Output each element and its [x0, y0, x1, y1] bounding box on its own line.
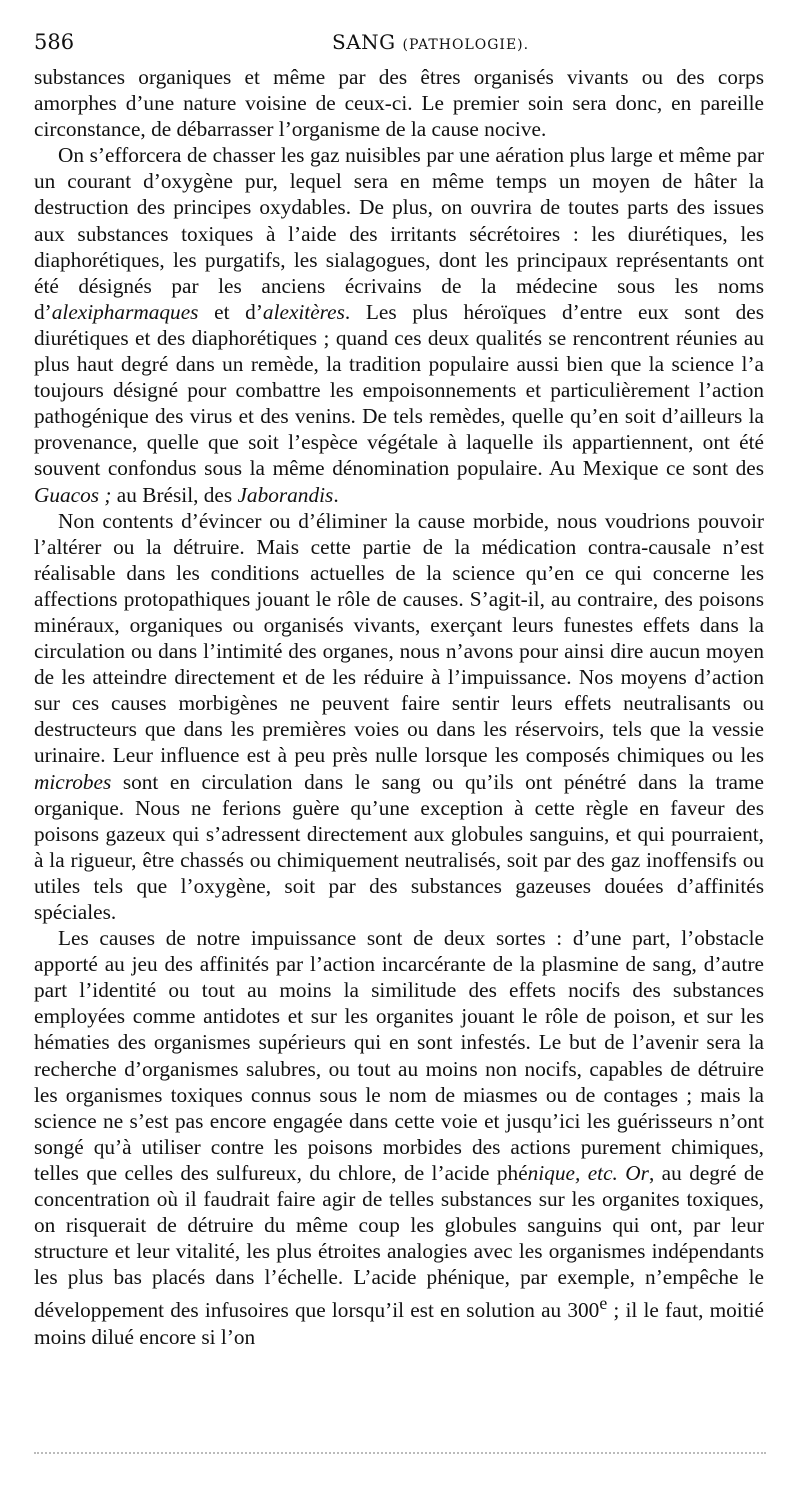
- paragraph-3: [34, 508, 764, 926]
- running-title-sub: (PATHOLOGIE).: [402, 37, 530, 53]
- text-segment: alexitères: [262, 299, 345, 324]
- footer-rule: [34, 1452, 766, 1454]
- page-header: [34, 30, 766, 58]
- text-segment: Jaborandis: [237, 482, 334, 507]
- page-number: 586: [34, 30, 75, 54]
- text-segment: e: [599, 1293, 608, 1314]
- text-segment: et d’: [198, 299, 263, 324]
- text-segment: sont en circulation dans le sang ou qu’ils ont pénétré dans la trame organique. Nous ne ferions guère qu’une exception à cette règle en faveur des poisons gazeux qui s’adressent directement aux globules sanguins, et qui pourraient, à la rigueur, être chassés ou chimiquement neutralisés, soit par des gaz inoffensifs ou utiles tels que l’oxygène, soit par des substances gazeuses douées d’affinités spéciales.: [34, 769, 764, 924]
- text-segment: Les causes de notre impuissance sont de deux sortes : d’une part, l’obstacle apporté au jeu des affinités par l’action incarcérante de la plasmine de sang, d’autre part l’identité ou tout au moins la similitude des effets nocifs des substances employées comme antidotes et sur les organites jouant le rôle de poison, et sur les hématies des organismes supérieurs qui en sont infestés. Le but de l’avenir sera la recherche d’organismes salubres, ou tout au moins non nocifs, capables de détruire les organismes toxiques connus sous le nom de miasmes ou de contages ; mais la science ne s’est pas encore engagée dans cette voie et jusqu’ici les guérisseurs n’ont songé qu’à utiliser contre les poisons morbides des actions purement chimiques, telles que celles des sulfureux, du chlore, de l’acide phé: [34, 926, 764, 1185]
- paragraph-4: [34, 925, 764, 1350]
- text-segment: alexipharmaques: [51, 299, 199, 324]
- paragraph-2: [34, 142, 764, 507]
- text-segment: , au degré de concentration où il faudrait faire agir de telles substances sur les organites toxiques, on risquerait de détruire du même coup les globules sanguins qui ont, par leur structure et leur vitalité, les plus étroites analogies avec les organismes indépendants les plus bas placés dans l’échelle. L’acide phénique, par exemple, n’empêche le développement des infusoires que lorsqu’il est en solution au 300: [34, 1160, 764, 1323]
- text-segment: Non contents d’évincer ou d’éliminer la cause morbide, nous voudrions pouvoir l’altérer ou la détruire. Mais cette partie de la médication contra-causale n’est réalisable dans les conditions actuelles de la science qu’en ce qui concerne les affections protopathiques jouant le rôle de causes. S’agit-il, au contraire, des poisons minéraux, organiques ou organisés vivants, exerçant leurs funestes effets dans la circulation ou dans l’intimité des organes, nous n’avons pour ainsi dire aucun moyen de les atteindre directement et de les réduire à l’impuissance. Nos moyens d’action sur ces causes morbigènes ne peuvent faire sentir leurs effets neutralisants ou destructeurs que dans les premières voies ou dans les réservoirs, tels que la vessie urinaire. Leur influence est à peu près nulle lorsque les composés chimiques ou les: [34, 508, 764, 768]
- text-segment: On s’efforcera de chasser les gaz nuisibles par une aération plus large et même par un courant d’oxygène pur, lequel sera en même temps un moyen de hâter la destruction des principes oxydables. De plus, on ouvrira de toutes parts des issues aux substances toxiques à l’aide des irritants sécrétoires : les diurétiques, les diaphorétiques, les purgatifs, les sialagogues, dont les principaux représentants ont été désignés par les anciens écrivains de la médecine sous les noms d’: [34, 143, 764, 324]
- text-segment: .: [333, 482, 339, 507]
- running-title: [332, 30, 529, 54]
- text-segment: nique, etc. Or: [527, 1160, 649, 1185]
- paragraph-1: [34, 64, 764, 142]
- running-title-main: SANG: [332, 30, 396, 54]
- text-segment: ; il le faut, moitié moins dilué encore si l’on: [34, 1298, 764, 1349]
- text-segment: substances organiques et même par des êtres organisés vivants ou des corps amorphes d’une nature voisine de ceux-ci. Le premier soin sera donc, en pareille circonstance, de débarrasser l’organisme de la cause nocive.: [34, 65, 764, 142]
- text-segment: microbes: [34, 769, 112, 794]
- text-segment: au Brésil, des: [111, 482, 238, 507]
- text-segment: Guacos ;: [34, 482, 112, 507]
- body-text: [34, 64, 764, 1350]
- text-segment: . Les plus héroïques d’entre eux sont des diurétiques et des diaphorétiques ; quand ces deux qualités se rencontrent réunies au plus haut degré dans un remède, la tradition populaire aussi bien que la science l’a toujours désigné pour combattre les empoisonnements et particulièrement l’action pathogénique des virus et des venins. De tels remèdes, quelle qu’en soit d’ailleurs la provenance, quelle que soit l’espèce végétale à laquelle ils appartiennent, ont été souvent confondus sous la même dénomination populaire. Au Mexique ce sont des: [34, 299, 764, 481]
